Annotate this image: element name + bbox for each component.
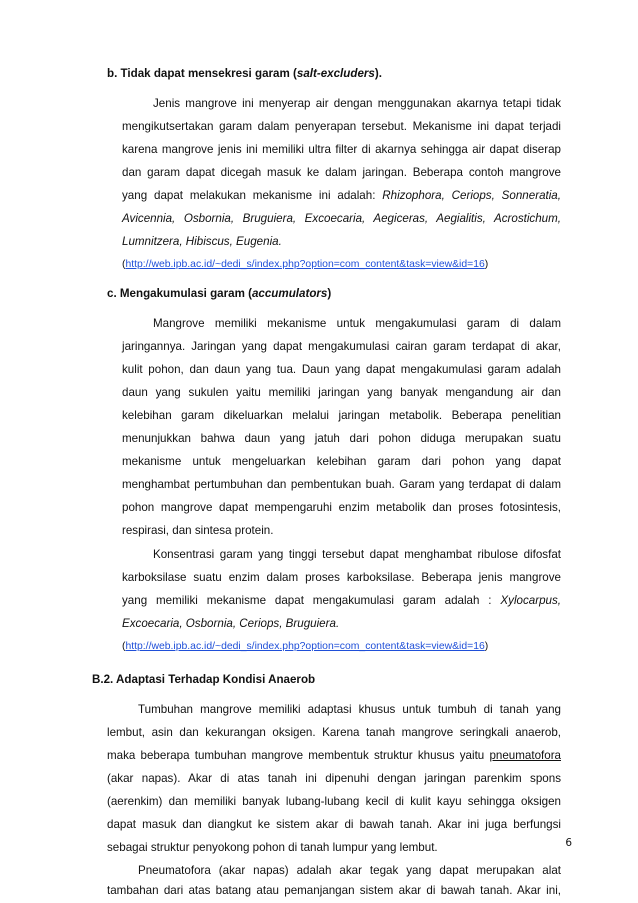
section-c-line-3: kulit pohon, dan daun yang tua. Daun yang dapat mengakumulasi garam adalah [122,363,561,376]
section-c-p2-line-3: yang memiliki mekanisme dapat mengakumulasi garam adalah : Xylocarpus, [122,594,561,607]
section-c-heading: c. Mengakumulasi garam (accumulators) [107,287,332,300]
source-citation: (http://web.ipb.ac.id/~dedi_s/index.php?option=com_content&task=view&id=16) [122,259,489,270]
section-b-line-3: karena mangrove jenis ini memiliki ultra filter di akarnya sehingga air dapat diserap [122,143,561,156]
section-b2-line-6: dapat masuk dan diangkut ke sistem akar di bawah tanah. Akar ini juga berfungsi [107,818,561,831]
section-c-line-10: respirasi, dan sintesa protein. [122,524,274,537]
section-b2-p2-line-2: tambahan dari atas batang atau pemanjangan sistem akar di bawah tanah. Akar ini, [107,884,561,897]
section-b2-p2-line-1: Pneumatofora (akar napas) adalah akar tegak yang dapat merupakan alat [138,864,561,877]
section-c-heading-term: accumulators [251,287,328,300]
section-c-line-9: pohon mangrove dapat mempengaruhi enzim metabolik dan proses fotosintesis, [122,501,561,514]
section-c-line-8: menghambat pertumbuhan dan pembentukan buah. Garam yang terdapat di dalam [122,478,561,491]
species-list: Rhizophora, Ceriops, Sonneratia, [382,189,561,202]
section-b2-line-5: (aerenkim) dan memiliki banyak lubang-lubang kecil di kulit kayu sehingga oksigen [107,795,561,808]
section-c-p2-line-2: karboksilase suatu enzim dalam proses karboksilase. Beberapa jenis mangrove [122,571,561,584]
species-list: Lumnitzera, Hibiscus, Eugenia. [122,235,282,248]
source-link[interactable]: http://web.ipb.ac.id/~dedi_s/index.php?option=com_content&task=view&id=16 [125,641,485,652]
section-b2-heading: B.2. Adaptasi Terhadap Kondisi Anaerob [92,673,316,686]
section-c-p2-line-1: Konsentrasi garam yang tinggi tersebut dapat menghambat ribulose difosfat [153,548,561,561]
section-b2-line-7: sebagai struktur penyokong pohon di tanah lumpur yang lembut. [107,841,438,854]
pneumatofora-term: pneumatofora [489,749,561,762]
source-citation: (http://web.ipb.ac.id/~dedi_s/index.php?option=com_content&task=view&id=16) [122,641,489,652]
section-c-line-2: jaringannya. Jaringan yang dapat mengakumulasi cairan garam terdapat di akar, [122,340,561,353]
species-list: Excoecaria, Osbornia, Ceriops, Bruguiera. [122,617,340,630]
section-b2-line-3: maka beberapa tumbuhan mangrove membentuk struktur khusus yaitu pneumatofora [107,749,561,762]
page-number: 6 [565,837,572,849]
section-b-line-1: Jenis mangrove ini menyerap air dengan menggunakan akarnya tetapi tidak [153,97,561,110]
species-list: Avicennia, Osbornia, Bruguiera, Excoecaria, Aegiceras, Aegialitis, Acrostichum, [122,212,561,225]
section-b-heading: b. Tidak dapat mensekresi garam (salt-excluders). [107,67,382,80]
section-b2-line-2: lembut, asin dan kekurangan oksigen. Karena tanah mangrove seringkali anaerob, [107,726,561,739]
section-c-line-7: mekanisme untuk mengeluarkan kelebihan garam dari pohon yang dapat [122,455,561,468]
section-b-line-5: yang dapat melakukan mekanisme ini adalah: Rhizophora, Ceriops, Sonneratia, [122,189,561,202]
section-b-line-2: mengikutsertakan garam dalam penyerapan tersebut. Mekanisme ini dapat terjadi [122,120,561,133]
section-b-heading-term: salt-excluders [296,67,375,80]
section-c-line-1: Mangrove memiliki mekanisme untuk mengakumulasi garam di dalam [153,317,561,330]
section-c-line-4: daun yang sukulen yaitu memiliki jaringan yang banyak mengandung air dan [122,386,561,399]
species-list: Xylocarpus, [500,594,561,607]
section-c-line-5: kelebihan garam dikeluarkan melalui jaringan metabolik. Beberapa penelitian [122,409,561,422]
source-link[interactable]: http://web.ipb.ac.id/~dedi_s/index.php?option=com_content&task=view&id=16 [125,259,485,270]
section-b-line-4: dan garam dapat dicegah masuk ke dalam jaringan. Beberapa contoh mangrove [122,166,561,179]
section-b2-line-4: (akar napas). Akar di atas tanah ini dipenuhi dengan jaringan parenkim spons [107,772,561,785]
section-c-line-6: menunjukkan bahwa daun yang jatuh dari pohon diduga merupakan suatu [122,432,561,445]
section-b2-line-1: Tumbuhan mangrove memiliki adaptasi khusus untuk tumbuh di tanah yang [138,703,561,716]
